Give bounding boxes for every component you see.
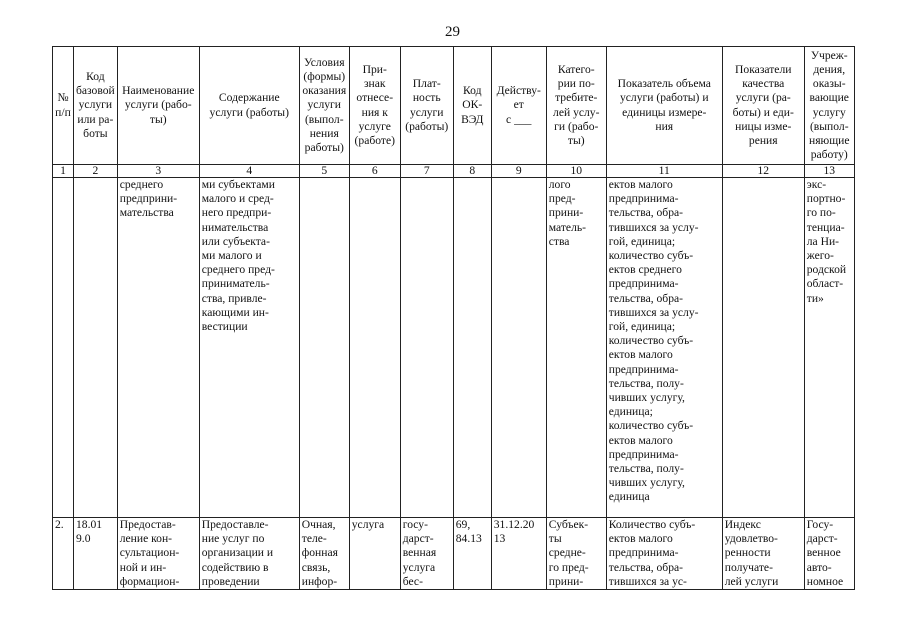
cell-volume-indicator: ектов малого предпринима- тельства, обра- тившихся за услу- гой, единица; количество субъ- ектов среднего предпринима- тельства, обра- тившихся за услу- гой, единица; количество субъ- ектов малого предпринима- тельства, полу- чивших услугу, единица; количество субъ- ектов малого предпринима- тельства, полу- чивших услугу, единица bbox=[606, 178, 722, 518]
cell-payment: госу- дарст- венная услуга бес- bbox=[400, 518, 453, 590]
cell-attribute: услуга bbox=[349, 518, 400, 590]
table-row bbox=[53, 518, 855, 590]
column-number: 4 bbox=[199, 165, 299, 178]
cell-payment bbox=[400, 178, 453, 518]
header-quality-indicators: Показатели качества услуги (ра- боты) и еди- ницы изме- рения bbox=[722, 47, 804, 165]
cell-num: 2. bbox=[53, 518, 74, 590]
header-valid-from: Действу- ет с ___ bbox=[491, 47, 546, 165]
column-number: 11 bbox=[606, 165, 722, 178]
column-number: 9 bbox=[491, 165, 546, 178]
cell-attribute bbox=[349, 178, 400, 518]
table-row bbox=[53, 178, 855, 518]
cell-okved bbox=[453, 178, 491, 518]
column-number: 6 bbox=[349, 165, 400, 178]
cell-institutions: экс- портно- го по- тенциа- ла Ни- жего- родской област- ти» bbox=[804, 178, 854, 518]
column-number: 7 bbox=[400, 165, 453, 178]
page-number: 29 bbox=[445, 24, 460, 40]
column-number: 13 bbox=[804, 165, 854, 178]
column-number: 12 bbox=[722, 165, 804, 178]
header-service-name: Наименование услуги (рабо- ты) bbox=[117, 47, 199, 165]
header-conditions: Условия (формы) оказания услуги (выпол- нения работы) bbox=[299, 47, 349, 165]
cell-consumer-categories: Субъек- ты средне- го пред- прини- bbox=[546, 518, 606, 590]
cell-content: Предоставле- ние услуг по организации и содействию в проведении bbox=[199, 518, 299, 590]
cell-conditions bbox=[299, 178, 349, 518]
header-institutions: Учреж- дения, оказы- вающие услугу (выпол- няющие работу) bbox=[804, 47, 854, 165]
cell-service-name: среднего предприни- мательства bbox=[117, 178, 199, 518]
cell-code: 18.01 9.0 bbox=[74, 518, 118, 590]
column-number: 3 bbox=[117, 165, 199, 178]
cell-conditions: Очная, теле- фонная связь, инфор- bbox=[299, 518, 349, 590]
cell-okved: 69, 84.13 bbox=[453, 518, 491, 590]
column-number: 8 bbox=[453, 165, 491, 178]
header-consumer-categories: Катего- рии по- требите- лей услу- ги (рабо- ты) bbox=[546, 47, 606, 165]
cell-quality-indicators bbox=[722, 178, 804, 518]
header-payment: Плат- ность услуги (работы) bbox=[400, 47, 453, 165]
column-numbers-row bbox=[53, 165, 855, 178]
cell-volume-indicator: Количество субъ- ектов малого предпринима- тельства, обра- тившихся за ус- bbox=[606, 518, 722, 590]
column-number: 5 bbox=[299, 165, 349, 178]
header-num: № п/п bbox=[53, 47, 74, 165]
cell-code bbox=[74, 178, 118, 518]
cell-institutions: Госу- дарст- венное авто- номное bbox=[804, 518, 854, 590]
cell-quality-indicators: Индекс удовлетво- ренности получате- лей услуги bbox=[722, 518, 804, 590]
cell-service-name: Предостав- ление кон- сультацион- ной и ин- формацион- bbox=[117, 518, 199, 590]
header-code: Код базовой услуги или ра- боты bbox=[74, 47, 118, 165]
header-volume-indicator: Показатель объема услуги (работы) и единицы измере- ния bbox=[606, 47, 722, 165]
services-table bbox=[52, 46, 855, 590]
cell-consumer-categories: лого пред- прини- матель- ства bbox=[546, 178, 606, 518]
header-okved: Код ОК- ВЭД bbox=[453, 47, 491, 165]
column-number: 10 bbox=[546, 165, 606, 178]
cell-content: ми субъектами малого и сред- него предпри- нимательства или субъекта- ми малого и среднего пред- приниматель- ства, привле- кающими ин- вестиции bbox=[199, 178, 299, 518]
header-row bbox=[53, 47, 855, 165]
cell-valid-from bbox=[491, 178, 546, 518]
header-attribute: При- знак отнесе- ния к услуге (работе) bbox=[349, 47, 400, 165]
column-number: 2 bbox=[74, 165, 118, 178]
column-number: 1 bbox=[53, 165, 74, 178]
cell-valid-from: 31.12.20 13 bbox=[491, 518, 546, 590]
cell-num bbox=[53, 178, 74, 518]
header-content: Содержание услуги (работы) bbox=[199, 47, 299, 165]
